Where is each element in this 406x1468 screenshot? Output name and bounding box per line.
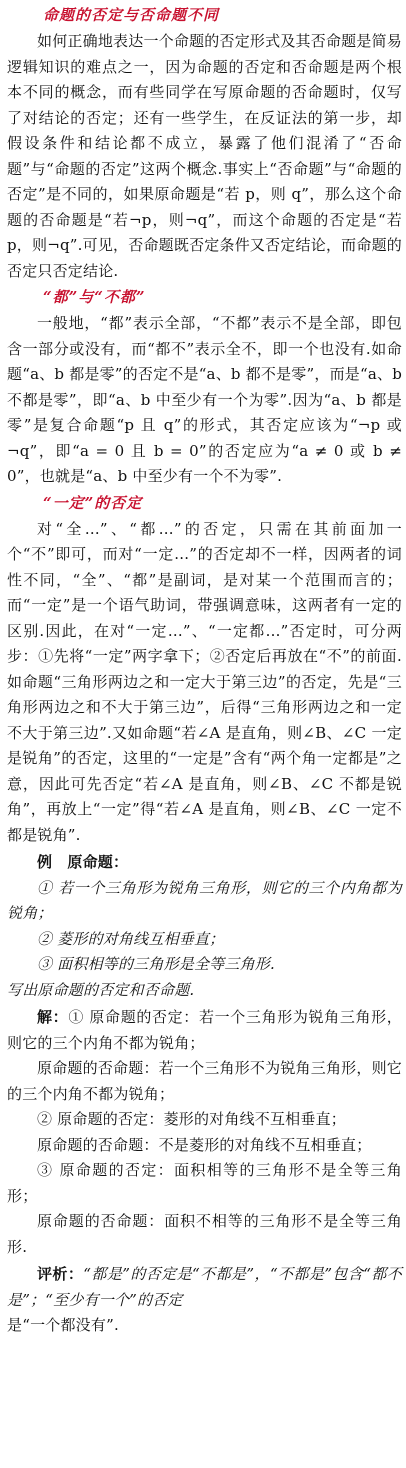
solution-line: ③ 原命题的否定：面积相等的三角形不是全等三角形； (7, 1161, 402, 1205)
solution-label: 解： (37, 1008, 69, 1026)
solution-block (7, 1005, 402, 1260)
section-heading: “都”与“不都” (43, 288, 146, 306)
section-negation-vs-inverse (7, 4, 402, 284)
comment-label: 评析： (37, 1265, 84, 1283)
comment-block (7, 1262, 402, 1339)
example-item: ③ 面积相等的三角形是全等三角形. (37, 955, 275, 973)
solution-line: 原命题的否命题：面积不相等的三角形不是全等三角形. (7, 1212, 402, 1256)
example-label: 例 原命题： (37, 853, 129, 871)
paragraph: 如何正确地表达一个命题的否定形式及其否命题是简易逻辑知识的难点之一，因为命题的否定和否命题是两个根本不同的概念，而有些同学在写原命题的否命题时，仅写了对结论的否定；还有一些学生，在反证法的第一步，却假设条件和结论都不成立，暴露了他们混淆了“否命题”与“命题的否定”这两个概念.事实上“否命题”与“命题的否定”是不同的，如果原命题是“若 p，则 q”，那么这个命题的否命题是“若¬p，则¬q”，而这个命题的否定是“若 p，则¬q”.可见，否命题既否定条件又否定结论，而命题的否定只否定结论. (7, 32, 402, 280)
paragraph: 一般地，“都”表示全部，“不都”表示不是全部，即包含一部分或没有，而“都不”表示全不，即一个也没有.如命题“a、b 都是零”的否定不是“a、b 都不是零”，而是“a、b 不都是零”，即“a、b 中至少有一个为零”.因为“a、b 都是零”是复合命题“p 且 q”的形式，其否定应该为“¬p 或¬q”，即“a = 0 且 b = 0”的否定应为“a ≠ 0 或 b ≠ 0”，也就是“a、b 中至少有一个不为零”. (7, 314, 402, 485)
solution-line: ② 原命题的否定：菱形的对角线不互相垂直； (37, 1110, 346, 1128)
paragraph: 对“全…”、“都…”的否定，只需在其前面加一个“不”即可，而对“一定…”的否定却不一样，因两者的词性不同，“全”、“都”是副词，是对某一个范围而言的；而“一定”是一个语气助词，带强调意味，这两者有一定的区别.因此，在对“一定…”、“一定都…”否定时，可分两步：①先将“一定”两字拿下；②否定后再放在“不”的前面.如命题“三角形两边之和一定大于第三边”的否定，先是“三角形两边之和不大于第三边”，后得“三角形两边之和一定不大于第三边”.又如命题“若∠A 是直角，则∠B、∠C 一定是锐角”的否定，这里的“一定是”含有“两个角一定都是”之意，因此可先否定“若∠A 是直角，则∠B、∠C 不都是锐角”，再放上“一定”得“若∠A 是直角，则∠B、∠C 一定不都是锐角”. (7, 519, 402, 844)
example-item: ② 菱形的对角线互相垂直； (37, 929, 225, 948)
example-item: ① 若一个三角形为锐角三角形，则它的三个内角都为锐角； (7, 878, 402, 922)
solution-line: 原命题的否命题：不是菱形的对角线不互相垂直； (37, 1135, 372, 1154)
solution-line: 原命题的否命题：若一个三角形不为锐角三角形，则它的三个内角不都为锐角； (7, 1059, 402, 1103)
section-dou-budou (7, 286, 402, 490)
comment-tail: 是“一个都没有”. (7, 1316, 119, 1334)
solution-line: 解：① 原命题的否定：若一个三角形为锐角三角形，则它的三个内角不都为锐角； (7, 1008, 402, 1052)
comment-line: 评析：“都是”的否定是“不都是”，“不都是”包含“都不是”；“至少有一个”的否定 (7, 1265, 403, 1309)
section-yiding (7, 492, 402, 849)
example-block (7, 850, 402, 1003)
section-heading: 命题的否定与否命题不同 (43, 6, 220, 24)
example-task: 写出原命题的否定和否命题. (7, 980, 195, 999)
section-heading: “一定”的否定 (43, 493, 143, 512)
